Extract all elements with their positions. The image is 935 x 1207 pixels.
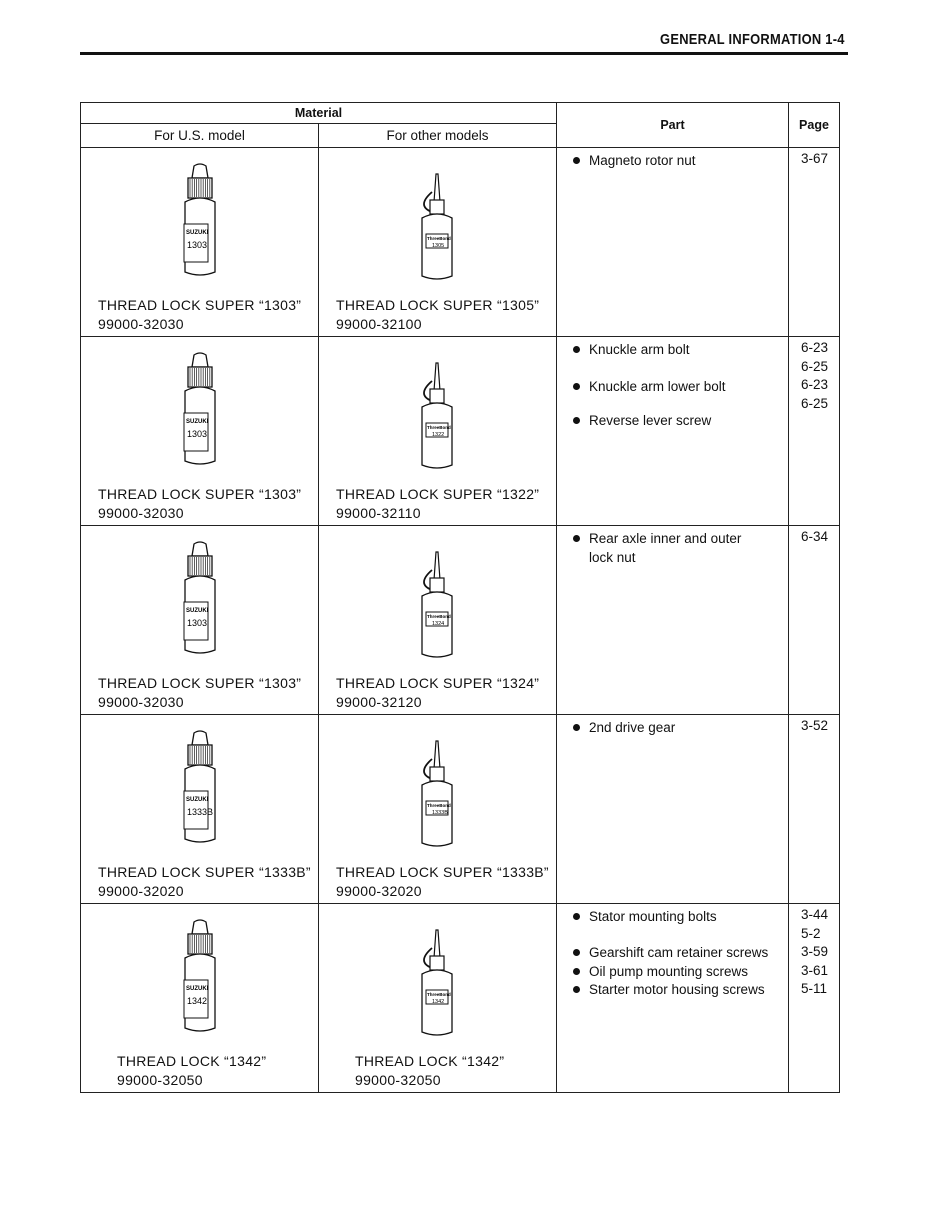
threebond-logo-text: ThreeBond (426, 425, 451, 430)
pages-cell (789, 526, 840, 715)
part-name: Oil pump mounting screws (589, 964, 749, 979)
material-code: 99000-32120 (336, 694, 422, 710)
pages-cell (789, 715, 840, 904)
part-item (573, 908, 717, 927)
parts-cell (557, 715, 788, 903)
part-name: Starter motor housing screws (589, 982, 765, 997)
us-material-cell (81, 148, 318, 336)
bullet-icon (573, 157, 580, 164)
suzuki-logo-text: SUZUKI (185, 419, 208, 425)
header-part: Part (557, 103, 789, 148)
material-name: THREAD LOCK SUPER “1322” (336, 486, 540, 502)
bullet-icon (573, 913, 580, 920)
material-name: THREAD LOCK SUPER “1333B” (336, 864, 549, 880)
pages-cell (789, 904, 840, 1093)
threebond-bottle-illustration (408, 550, 468, 662)
page-ref: 5-11 (801, 981, 828, 996)
bullet-icon (573, 417, 580, 424)
other-material-cell (319, 904, 556, 1092)
page-ref: 6-23 (801, 340, 829, 355)
table-row (81, 526, 840, 715)
part-item (573, 719, 675, 738)
suzuki-bottle-illustration (175, 351, 225, 471)
bullet-icon (573, 346, 580, 353)
material-code: 99000-32020 (98, 883, 184, 899)
page-ref: 3-59 (801, 944, 829, 959)
page-header-title: GENERAL INFORMATION 1-4 (660, 31, 845, 48)
other-material-cell (319, 148, 556, 336)
bottle-label-number: 1342 (431, 999, 444, 1005)
page-ref: 5-2 (801, 925, 821, 941)
material-code: 99000-32030 (98, 316, 184, 332)
part-name: Gearshift cam retainer screws (589, 945, 769, 960)
bullet-icon (573, 986, 580, 993)
bullet-icon (573, 383, 580, 390)
part-name: Stator mounting bolts (589, 909, 717, 924)
suzuki-logo-text: SUZUKI (185, 986, 208, 992)
bullet-icon (573, 968, 580, 975)
parts-cell (557, 337, 788, 525)
parts-cell (557, 904, 788, 1092)
material-code: 99000-32030 (98, 505, 184, 521)
material-name: THREAD LOCK SUPER “1303” (98, 675, 302, 691)
part-name: Rear axle inner and outer (589, 531, 742, 546)
material-name: THREAD LOCK SUPER “1303” (98, 297, 302, 313)
page-ref: 3-52 (801, 718, 829, 733)
table-row (81, 715, 840, 904)
material-code: 99000-32020 (336, 883, 422, 899)
part-name: 2nd drive gear (589, 720, 676, 735)
other-material-cell (319, 337, 556, 525)
us-material-cell (81, 715, 318, 903)
parts-cell (557, 148, 788, 336)
threebond-bottle-illustration (408, 739, 468, 851)
material-name: THREAD LOCK SUPER “1324” (336, 675, 540, 691)
bullet-icon (573, 949, 580, 956)
bottle-label-number: 1303 (186, 240, 207, 250)
threebond-logo-text: ThreeBond (426, 803, 451, 808)
page-ref: 3-44 (801, 907, 829, 922)
page-ref: 6-25 (801, 395, 829, 411)
material-name: THREAD LOCK SUPER “1303” (98, 486, 302, 502)
suzuki-bottle-illustration (175, 162, 225, 282)
part-item (573, 944, 768, 963)
part-item (573, 963, 748, 982)
bottle-label-number: 1305 (431, 243, 444, 249)
header-us-model: For U.S. model (81, 124, 319, 148)
pages-cell (789, 148, 840, 337)
material-name: THREAD LOCK “1342” (117, 1053, 267, 1069)
page-ref: 6-25 (801, 358, 829, 374)
parts-cell (557, 526, 788, 714)
part-item (573, 341, 690, 360)
part-item (573, 981, 765, 1000)
suzuki-bottle-illustration (175, 540, 225, 660)
threebond-bottle-illustration (408, 172, 468, 284)
material-code: 99000-32100 (336, 316, 422, 332)
suzuki-logo-text: SUZUKI (185, 608, 208, 614)
part-item (573, 412, 711, 431)
bottle-label-number: 1303 (186, 429, 207, 439)
suzuki-logo-text: SUZUKI (185, 797, 208, 803)
part-name: Knuckle arm lower bolt (589, 379, 726, 394)
material-code: 99000-32030 (98, 694, 184, 710)
threebond-logo-text: ThreeBond (426, 236, 451, 241)
threebond-bottle-illustration (408, 928, 468, 1040)
threebond-logo-text: ThreeBond (426, 614, 451, 619)
suzuki-logo-text: SUZUKI (185, 230, 208, 236)
other-material-cell (319, 526, 556, 714)
part-item (573, 152, 696, 171)
part-name: Magneto rotor nut (589, 153, 696, 168)
pages-cell (789, 337, 840, 526)
page-ref: 6-34 (801, 529, 829, 544)
table-row (81, 337, 840, 526)
page-ref: 6-23 (801, 377, 829, 392)
bottle-label-number: 1303 (186, 618, 207, 628)
header-other-models: For other models (319, 124, 557, 148)
material-code: 99000-32110 (336, 505, 421, 521)
suzuki-bottle-illustration (175, 729, 225, 849)
suzuki-bottle-illustration (175, 918, 225, 1038)
header-material: Material (81, 103, 557, 124)
bullet-icon (573, 724, 580, 731)
part-item (573, 530, 741, 567)
material-code: 99000-32050 (355, 1072, 441, 1088)
us-material-cell (81, 526, 318, 714)
page-ref: 3-61 (801, 962, 829, 978)
us-material-cell (81, 904, 318, 1092)
part-name-cont: lock nut (589, 549, 636, 565)
header-rule (80, 52, 848, 55)
threebond-bottle-illustration (408, 361, 468, 473)
thread-lock-table (80, 102, 840, 1093)
threebond-logo-text: ThreeBond (426, 992, 451, 997)
part-name: Reverse lever screw (589, 413, 712, 428)
bottle-label-number: 1342 (186, 996, 207, 1006)
bottle-label-number: 1333B (186, 807, 213, 817)
header-page: Page (789, 103, 840, 148)
bottle-label-number: 1324 (431, 621, 444, 627)
part-item (573, 378, 726, 397)
us-material-cell (81, 337, 318, 525)
bullet-icon (573, 535, 580, 542)
bottle-label-number: 1322 (431, 432, 444, 438)
table-row (81, 148, 840, 337)
bottle-label-number: 1333B (431, 810, 448, 816)
material-code: 99000-32050 (117, 1072, 203, 1088)
material-name: THREAD LOCK SUPER “1333B” (98, 864, 311, 880)
material-name: THREAD LOCK SUPER “1305” (336, 297, 540, 313)
page-ref: 3-67 (801, 151, 829, 166)
other-material-cell (319, 715, 556, 903)
material-name: THREAD LOCK “1342” (355, 1053, 505, 1069)
part-name: Knuckle arm bolt (589, 342, 690, 357)
table-row (81, 904, 840, 1093)
